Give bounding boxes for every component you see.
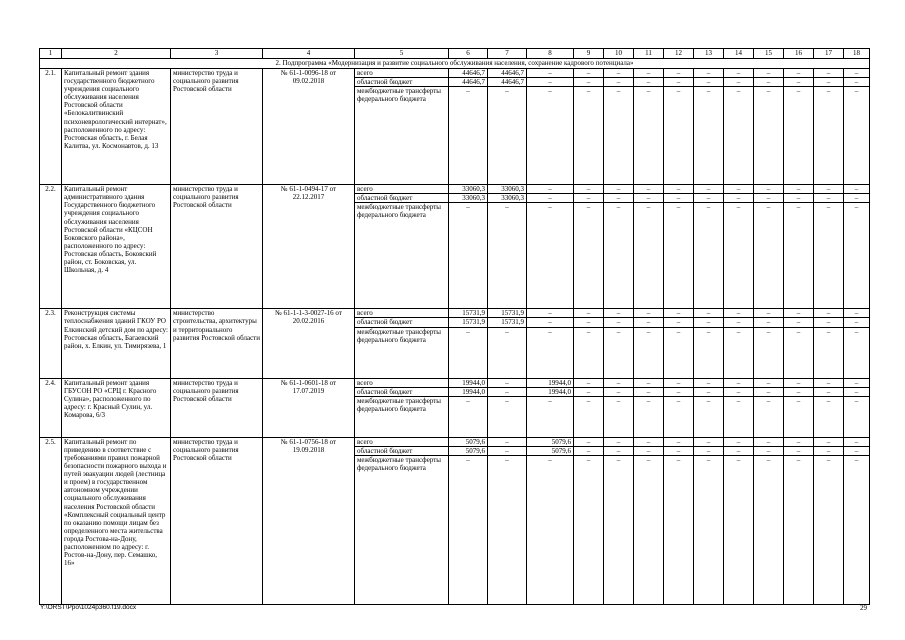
amount-cell: 33060,3 [449, 185, 488, 194]
customer-name: министерство труда и социального развития Ростовской области [171, 185, 263, 309]
amount-cell: – [724, 309, 754, 318]
amount-cell: – [694, 378, 724, 387]
object-name: Реконструкция системы теплоснабжения зданий ГКОУ РО Елкинский детский дом по адресу: Ростовская область, Багаевский район, х. Елкин, ул. Тимирязева, 1 [62, 309, 171, 378]
amount-cell: – [449, 87, 488, 185]
amount-cell: – [634, 318, 664, 327]
amount-cell: 44646,7 [449, 69, 488, 78]
row-number: 2.1. [40, 69, 62, 185]
amount-cell: – [814, 69, 844, 78]
amount-cell: – [724, 318, 754, 327]
amount-cell: – [694, 87, 724, 185]
amount-cell: – [488, 446, 527, 455]
amount-cell: – [694, 387, 724, 396]
amount-cell: – [784, 185, 814, 194]
amount-cell: – [754, 69, 784, 78]
subprogram-row [40, 59, 870, 69]
amount-cell: – [694, 446, 724, 455]
funding-source: всего [355, 378, 449, 387]
amount-cell: – [527, 194, 574, 203]
amount-cell: – [724, 378, 754, 387]
amount-cell: 19944,0 [449, 387, 488, 396]
amount-cell: – [814, 378, 844, 387]
amount-cell: – [527, 455, 574, 604]
amount-cell: – [604, 437, 634, 446]
amount-cell: 5079,6 [449, 437, 488, 446]
amount-cell: – [604, 185, 634, 194]
row-number: 2.5. [40, 437, 62, 604]
amount-cell: – [814, 318, 844, 327]
amount-cell: – [844, 327, 870, 378]
amount-cell: – [604, 396, 634, 437]
amount-cell: – [634, 327, 664, 378]
amount-cell: – [694, 203, 724, 309]
amount-cell: – [784, 309, 814, 318]
amount-cell: – [784, 69, 814, 78]
file-path: Y:\ORST\Ppo\1024p360.f19.docx [40, 604, 137, 611]
amount-cell: – [664, 318, 694, 327]
amount-cell: 5079,6 [449, 446, 488, 455]
column-number: 3 [171, 49, 263, 59]
amount-cell: – [488, 396, 527, 437]
amount-cell: 44646,7 [449, 78, 488, 87]
amount-cell: – [488, 87, 527, 185]
amount-cell: – [574, 87, 604, 185]
amount-cell: – [527, 396, 574, 437]
customer-name: министерство труда и социального развития Ростовской области [171, 69, 263, 185]
amount-cell: – [488, 327, 527, 378]
amount-cell: – [754, 327, 784, 378]
amount-cell: – [724, 437, 754, 446]
amount-cell: 33060,3 [488, 194, 527, 203]
amount-cell: – [574, 203, 604, 309]
amount-cell: – [784, 396, 814, 437]
amount-cell: – [604, 309, 634, 318]
amount-cell: 19944,0 [527, 378, 574, 387]
amount-cell: – [664, 87, 694, 185]
amount-cell: – [754, 87, 784, 185]
amount-cell: – [754, 318, 784, 327]
amount-cell: – [844, 387, 870, 396]
amount-cell: – [634, 78, 664, 87]
amount-cell: – [784, 387, 814, 396]
amount-cell: – [754, 387, 784, 396]
amount-cell: – [724, 203, 754, 309]
table-row [40, 437, 870, 446]
column-number-row [40, 49, 870, 59]
amount-cell: – [574, 309, 604, 318]
row-number: 2.2. [40, 185, 62, 309]
amount-cell: – [754, 437, 784, 446]
column-number: 15 [754, 49, 784, 59]
amount-cell: – [664, 185, 694, 194]
column-number: 2 [62, 49, 171, 59]
amount-cell: – [664, 455, 694, 604]
amount-cell: 33060,3 [488, 185, 527, 194]
amount-cell: – [527, 185, 574, 194]
amount-cell: – [784, 446, 814, 455]
amount-cell: – [814, 455, 844, 604]
amount-cell: – [488, 378, 527, 387]
amount-cell: – [574, 437, 604, 446]
amount-cell: – [814, 446, 844, 455]
amount-cell: 33060,3 [449, 194, 488, 203]
funding-source: межбюджетные трансферты федерального бюджета [355, 327, 449, 378]
amount-cell: – [844, 446, 870, 455]
amount-cell: – [574, 318, 604, 327]
amount-cell: – [574, 387, 604, 396]
amount-cell: – [664, 78, 694, 87]
amount-cell: – [604, 455, 634, 604]
amount-cell: – [754, 446, 784, 455]
amount-cell: – [754, 455, 784, 604]
amount-cell: – [844, 194, 870, 203]
amount-cell: – [604, 446, 634, 455]
column-number: 4 [263, 49, 355, 59]
amount-cell: – [664, 194, 694, 203]
amount-cell: – [814, 396, 844, 437]
amount-cell: – [527, 78, 574, 87]
expertise-conclusion: № 61-1-0601-18 от 17.07.2019 [263, 378, 355, 437]
amount-cell: – [694, 318, 724, 327]
amount-cell: 5079,6 [527, 437, 574, 446]
amount-cell: – [814, 327, 844, 378]
column-number: 1 [40, 49, 62, 59]
column-number: 18 [844, 49, 870, 59]
column-number: 9 [574, 49, 604, 59]
object-name: Капитальный ремонт здания ГБУСОН РО «СРЦ г. Красного Сулина», расположенного по адресу: г. Красный Сулин, ул. Комарова, 6/3 [62, 378, 171, 437]
column-number: 12 [664, 49, 694, 59]
amount-cell: 15731,9 [488, 309, 527, 318]
amount-cell: – [527, 318, 574, 327]
amount-cell: – [724, 387, 754, 396]
table-row [40, 69, 870, 78]
row-number: 2.3. [40, 309, 62, 378]
amount-cell: – [814, 194, 844, 203]
amount-cell: – [634, 378, 664, 387]
amount-cell: – [784, 318, 814, 327]
amount-cell: – [844, 87, 870, 185]
row-number: 2.4. [40, 378, 62, 437]
amount-cell: 15731,9 [449, 318, 488, 327]
amount-cell: – [634, 309, 664, 318]
funding-source: межбюджетные трансферты федерального бюджета [355, 396, 449, 437]
amount-cell: 15731,9 [488, 318, 527, 327]
amount-cell: – [814, 87, 844, 185]
amount-cell: – [634, 185, 664, 194]
amount-cell: 5079,6 [527, 446, 574, 455]
amount-cell: – [694, 78, 724, 87]
amount-cell: – [784, 194, 814, 203]
table-row [40, 185, 870, 194]
amount-cell: – [664, 446, 694, 455]
amount-cell: – [449, 327, 488, 378]
customer-name: министерство труда и социального развития Ростовской области [171, 437, 263, 604]
amount-cell: – [664, 437, 694, 446]
amount-cell: – [574, 78, 604, 87]
amount-cell: – [724, 69, 754, 78]
amount-cell: – [844, 378, 870, 387]
amount-cell: – [724, 78, 754, 87]
amount-cell: – [694, 69, 724, 78]
amount-cell: – [784, 327, 814, 378]
amount-cell: – [664, 69, 694, 78]
column-number: 14 [724, 49, 754, 59]
funding-source: межбюджетные трансферты федерального бюджета [355, 87, 449, 185]
amount-cell: – [844, 437, 870, 446]
amount-cell: – [449, 396, 488, 437]
amount-cell: – [634, 455, 664, 604]
funding-source: всего [355, 185, 449, 194]
amount-cell: – [814, 203, 844, 309]
amount-cell: – [754, 309, 784, 318]
amount-cell: – [664, 378, 694, 387]
column-number: 7 [488, 49, 527, 59]
amount-cell: – [754, 78, 784, 87]
amount-cell: – [664, 387, 694, 396]
amount-cell: – [844, 69, 870, 78]
column-number: 16 [784, 49, 814, 59]
page-number: 29 [860, 604, 867, 612]
amount-cell: – [574, 69, 604, 78]
amount-cell: – [634, 203, 664, 309]
expertise-conclusion: № 61-1-0494-17 от 22.12.2017 [263, 185, 355, 309]
amount-cell: – [814, 437, 844, 446]
amount-cell: – [664, 327, 694, 378]
amount-cell: – [574, 185, 604, 194]
amount-cell: – [527, 327, 574, 378]
object-name: Капитальный ремонт по приведению в соответствие с требованиями правил пожарной безопасности пожарного выхода и путей эвакуации людей (лестница и проем) в государственном автономном учреждении социального обслуживания населения Ростовской области «Комплексный социальный центр по оказанию помощи лицам без определенного места жительства города Ростова-на-Дону, расположенном по адресу: г. Ростов-на-Дону, пер. Семашко, 16» [62, 437, 171, 604]
amount-cell: – [574, 378, 604, 387]
amount-cell: – [449, 203, 488, 309]
funding-source: межбюджетные трансферты федерального бюджета [355, 455, 449, 604]
amount-cell: – [604, 327, 634, 378]
amount-cell: 44646,7 [488, 78, 527, 87]
amount-cell: – [604, 203, 634, 309]
amount-cell: – [814, 78, 844, 87]
amount-cell: – [574, 327, 604, 378]
amount-cell: – [634, 396, 664, 437]
amount-cell: – [634, 69, 664, 78]
funding-source: областной бюджет [355, 446, 449, 455]
amount-cell: – [694, 194, 724, 203]
amount-cell: – [844, 78, 870, 87]
amount-cell: – [574, 446, 604, 455]
amount-cell: – [814, 185, 844, 194]
amount-cell: – [724, 185, 754, 194]
amount-cell: 44646,7 [488, 69, 527, 78]
amount-cell: – [604, 194, 634, 203]
amount-cell: – [664, 203, 694, 309]
amount-cell: – [784, 455, 814, 604]
funding-source: областной бюджет [355, 78, 449, 87]
funding-source: областной бюджет [355, 387, 449, 396]
amount-cell: – [694, 437, 724, 446]
amount-cell: – [694, 185, 724, 194]
amount-cell: – [844, 309, 870, 318]
amount-cell: – [449, 455, 488, 604]
object-name: Капитальный ремонт административного здания Государственного бюджетного учреждения социального обслуживания населения Ростовской области «КЦСОН Боковского района», расположенного по адресу: Ростовская область, Боковский район, ст. Боковская, ул. Школьная, д. 4 [62, 185, 171, 309]
amount-cell: – [814, 309, 844, 318]
amount-cell: – [574, 194, 604, 203]
funding-source: всего [355, 437, 449, 446]
expertise-conclusion: № 61-1-0096-18 от 09.02.2018 [263, 69, 355, 185]
column-number: 13 [694, 49, 724, 59]
amount-cell: – [527, 203, 574, 309]
amount-cell: – [664, 396, 694, 437]
column-number: 6 [449, 49, 488, 59]
column-number: 10 [604, 49, 634, 59]
table-row [40, 309, 870, 318]
column-number: 11 [634, 49, 664, 59]
amount-cell: – [694, 309, 724, 318]
funding-source: межбюджетные трансферты федерального бюджета [355, 203, 449, 309]
amount-cell: – [784, 78, 814, 87]
amount-cell: 19944,0 [449, 378, 488, 387]
amount-cell: – [604, 378, 634, 387]
amount-cell: – [724, 396, 754, 437]
amount-cell: – [694, 396, 724, 437]
amount-cell: – [724, 87, 754, 185]
amount-cell: – [724, 446, 754, 455]
column-number: 17 [814, 49, 844, 59]
amount-cell: – [574, 396, 604, 437]
amount-cell: – [527, 309, 574, 318]
amount-cell: – [604, 318, 634, 327]
amount-cell: – [844, 396, 870, 437]
amount-cell: – [634, 446, 664, 455]
amount-cell: – [844, 203, 870, 309]
amount-cell: – [754, 185, 784, 194]
amount-cell: – [664, 309, 694, 318]
expertise-conclusion: № 61-1-0756-18 от 19.09.2018 [263, 437, 355, 604]
column-number: 5 [355, 49, 449, 59]
amount-cell: – [754, 203, 784, 309]
amount-cell: – [488, 437, 527, 446]
customer-name: министерство строительства, архитектуры и территориального развития Ростовской области [171, 309, 263, 378]
amount-cell: – [634, 387, 664, 396]
amount-cell: – [724, 194, 754, 203]
amount-cell: – [604, 387, 634, 396]
amount-cell: – [634, 194, 664, 203]
amount-cell: – [488, 387, 527, 396]
amount-cell: – [784, 203, 814, 309]
table-row [40, 378, 870, 387]
amount-cell: – [604, 69, 634, 78]
funding-source: областной бюджет [355, 318, 449, 327]
amount-cell: – [724, 327, 754, 378]
funding-source: всего [355, 69, 449, 78]
amount-cell: – [844, 318, 870, 327]
column-number: 8 [527, 49, 574, 59]
amount-cell: – [694, 327, 724, 378]
amount-cell: 15731,9 [449, 309, 488, 318]
expertise-conclusion: № 61-1-1-3-0027-16 от 20.02.2016 [263, 309, 355, 378]
amount-cell: – [784, 378, 814, 387]
amount-cell: – [814, 387, 844, 396]
amount-cell: – [784, 87, 814, 185]
amount-cell: – [844, 455, 870, 604]
customer-name: министерство труда и социального развития Ростовской области [171, 378, 263, 437]
funding-source: областной бюджет [355, 194, 449, 203]
amount-cell: – [724, 455, 754, 604]
amount-cell: – [488, 203, 527, 309]
amount-cell: – [527, 69, 574, 78]
amount-cell: 19944,0 [527, 387, 574, 396]
amount-cell: – [844, 185, 870, 194]
amount-cell: – [754, 396, 784, 437]
amount-cell: – [604, 78, 634, 87]
amount-cell: – [488, 455, 527, 604]
amount-cell: – [634, 437, 664, 446]
object-name: Капитальный ремонт здания государственного бюджетного учреждения социального обслуживания населения Ростовской области «Белокалитвинский психоневрологический интернат», расположенного по адресу: Ростовская область, г. Белая Калитва, ул. Космонавтов, д. 13 [62, 69, 171, 185]
amount-cell: – [574, 455, 604, 604]
subprogram-title: 2. Подпрограмма «Модернизация и развитие социального обслуживания населения, сохранение кадрового потенциала» [40, 59, 870, 69]
amount-cell: – [694, 455, 724, 604]
amount-cell: – [784, 437, 814, 446]
amount-cell: – [634, 87, 664, 185]
amount-cell: – [527, 87, 574, 185]
program-table [39, 48, 870, 605]
amount-cell: – [754, 378, 784, 387]
amount-cell: – [754, 194, 784, 203]
funding-source: всего [355, 309, 449, 318]
amount-cell: – [604, 87, 634, 185]
